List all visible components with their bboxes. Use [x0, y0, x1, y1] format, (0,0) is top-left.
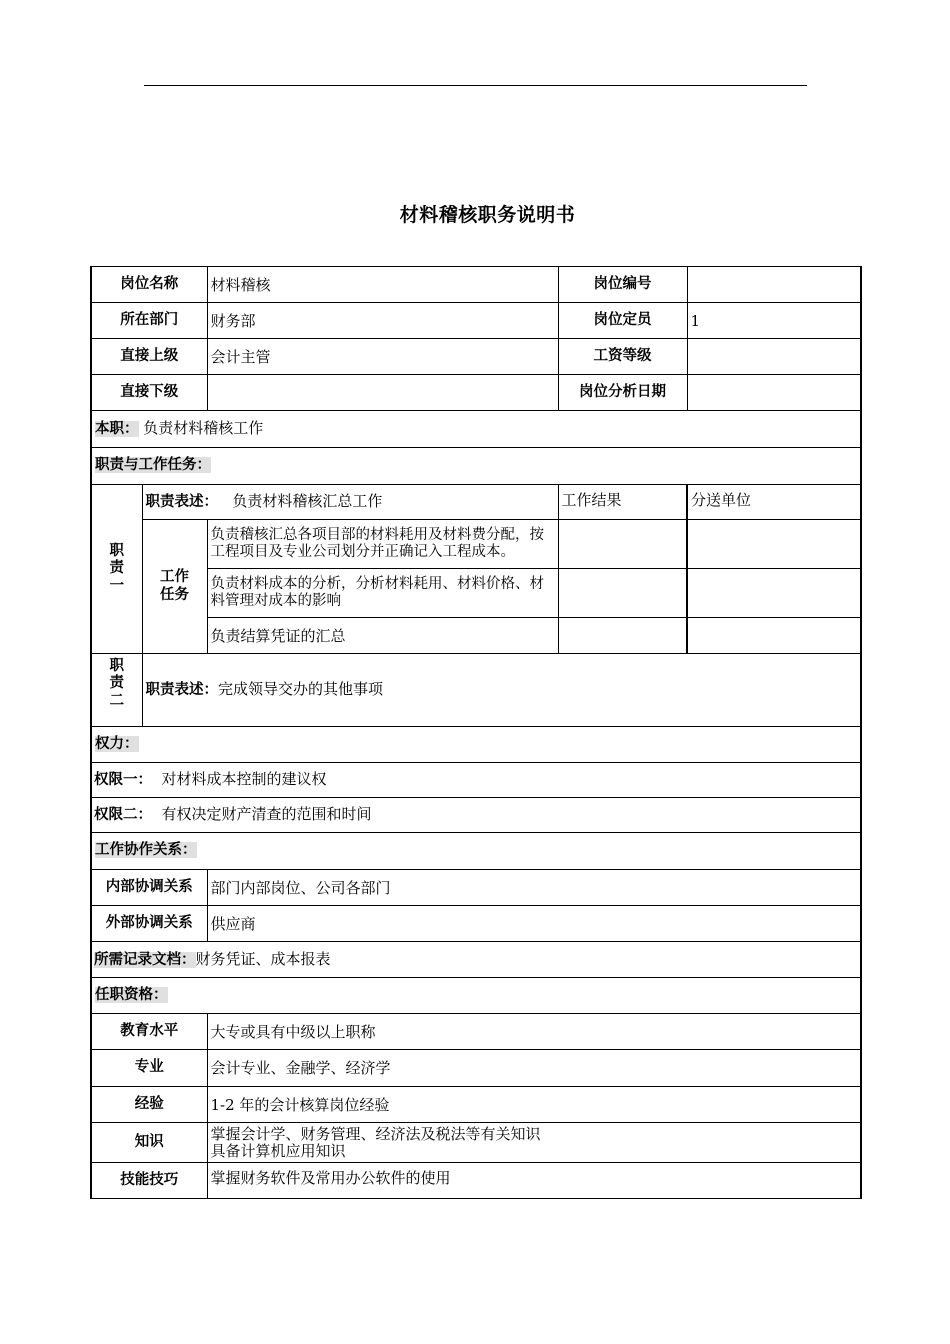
row-subordinate — [91, 375, 861, 411]
authority-1-label: 权限一： — [94, 772, 152, 789]
core-duty-text: 负责材料稽核工作 — [143, 419, 264, 438]
duty2-statement-cell — [142, 654, 861, 727]
row-relations-header — [91, 833, 861, 870]
duty1-statement-cell — [142, 485, 558, 520]
knowledge-item-2: 具备计算机应用知识 — [210, 1141, 346, 1160]
department-value: 财务部 — [207, 303, 558, 339]
salary-grade-value — [687, 339, 861, 375]
authority-2-cell — [91, 798, 861, 833]
authority-2-text: 有权决定财产清查的范围和时间 — [161, 805, 372, 824]
row-knowledge — [91, 1123, 861, 1163]
row-duty2 — [91, 654, 861, 727]
row-qualifications-header — [91, 978, 861, 1014]
department-label: 所在部门 — [91, 303, 207, 339]
duty1-statement-text: 负责材料稽核汇总工作 — [232, 492, 383, 511]
row-position-name — [91, 267, 861, 303]
superior-value: 会计主管 — [207, 339, 558, 375]
position-name-value: 材料稽核 — [207, 267, 558, 303]
row-authority-1 — [91, 763, 861, 798]
result-header: 工作结果 — [558, 485, 687, 520]
education-label: 教育水平 — [91, 1014, 207, 1050]
salary-grade-label: 工资等级 — [558, 339, 687, 375]
authority-1-cell — [91, 763, 861, 798]
qualifications-section-label: 任职资格： — [91, 978, 861, 1014]
knowledge-item-1: 掌握会计学、财务管理、经济法及税法等有关知识 — [210, 1125, 541, 1143]
row-task-2 — [91, 569, 861, 618]
row-internal-relations — [91, 870, 861, 906]
row-department — [91, 303, 861, 339]
records-cell — [91, 942, 861, 978]
headcount-value: 1 — [687, 303, 861, 339]
analysis-date-value — [687, 375, 861, 411]
authority-section-label: 权力： — [91, 727, 861, 763]
row-authority-2 — [91, 798, 861, 833]
row-core-duty — [91, 411, 861, 448]
duties-section-label: 职责与工作任务： — [91, 448, 861, 485]
task-3-text: 负责结算凭证的汇总 — [207, 618, 558, 654]
task-1-dispatch — [687, 520, 861, 569]
row-task-1 — [91, 520, 861, 569]
subordinate-label: 直接下级 — [91, 375, 207, 411]
records-text: 财务凭证、成本报表 — [195, 949, 331, 968]
skills-label: 技能技巧 — [91, 1163, 207, 1199]
external-relations-value: 供应商 — [207, 906, 861, 942]
relations-section-label: 工作协作关系： — [91, 833, 861, 870]
job-description-table — [90, 266, 862, 1199]
row-experience — [91, 1087, 861, 1123]
position-code-label: 岗位编号 — [558, 267, 687, 303]
row-records — [91, 942, 861, 978]
task-2-text: 负责材料成本的分析，分析材料耗用、材料价格、材料管理对成本的影响 — [207, 569, 558, 618]
duty1-statement-label: 职责表述： — [145, 494, 218, 511]
task-2-result — [558, 569, 687, 618]
page-title: 材料稽核职务说明书 — [399, 204, 576, 226]
internal-relations-label: 内部协调关系 — [91, 870, 207, 906]
headcount-label: 岗位定员 — [558, 303, 687, 339]
row-major — [91, 1050, 861, 1087]
duty2-label: 职 责 二 — [91, 654, 142, 727]
skills-value: 掌握财务软件及常用办公软件的使用 — [207, 1163, 861, 1199]
core-duty-cell — [91, 411, 861, 448]
row-superior — [91, 339, 861, 375]
dispatch-header: 分送单位 — [687, 485, 861, 520]
row-skills — [91, 1163, 861, 1199]
row-duties-header — [91, 448, 861, 485]
core-duty-label: 本职： — [95, 421, 139, 438]
education-value: 大专或具有中级以上职称 — [207, 1014, 861, 1050]
row-task-3 — [91, 618, 861, 654]
knowledge-label: 知识 — [91, 1123, 207, 1163]
superior-label: 直接上级 — [91, 339, 207, 375]
task-1-result — [558, 520, 687, 569]
authority-1-text: 对材料成本控制的建议权 — [161, 770, 327, 789]
duty1-label: 职 责 一 — [91, 485, 142, 654]
experience-label: 经验 — [91, 1087, 207, 1123]
subordinate-value — [207, 375, 558, 411]
task-3-dispatch — [687, 618, 861, 654]
task-2-dispatch — [687, 569, 861, 618]
task-3-result — [558, 618, 687, 654]
duty2-statement-label: 职责表述： — [145, 682, 218, 699]
header-rule — [144, 85, 807, 86]
row-duty1-statement — [91, 485, 861, 520]
analysis-date-label: 岗位分析日期 — [558, 375, 687, 411]
internal-relations-value: 部门内部岗位、公司各部门 — [207, 870, 861, 906]
row-authority-header — [91, 727, 861, 763]
row-external-relations — [91, 906, 861, 942]
authority-2-label: 权限二： — [94, 807, 152, 824]
tasks-label: 工作 任务 — [142, 520, 207, 654]
knowledge-value — [207, 1123, 861, 1163]
position-code-value — [687, 267, 861, 303]
records-label: 所需记录文档： — [94, 951, 196, 968]
external-relations-label: 外部协调关系 — [91, 906, 207, 942]
task-1-text: 负责稽核汇总各项目部的材料耗用及材料费分配，按工程项目及专业公司划分并正确记入工程成本。 — [207, 520, 558, 569]
row-education — [91, 1014, 861, 1050]
position-name-label: 岗位名称 — [91, 267, 207, 303]
duty2-statement-text: 完成领导交办的其他事项 — [218, 680, 384, 699]
major-value: 会计专业、金融学、经济学 — [207, 1050, 861, 1087]
major-label: 专业 — [91, 1050, 207, 1087]
experience-value: 1-2 年的会计核算岗位经验 — [207, 1087, 861, 1123]
